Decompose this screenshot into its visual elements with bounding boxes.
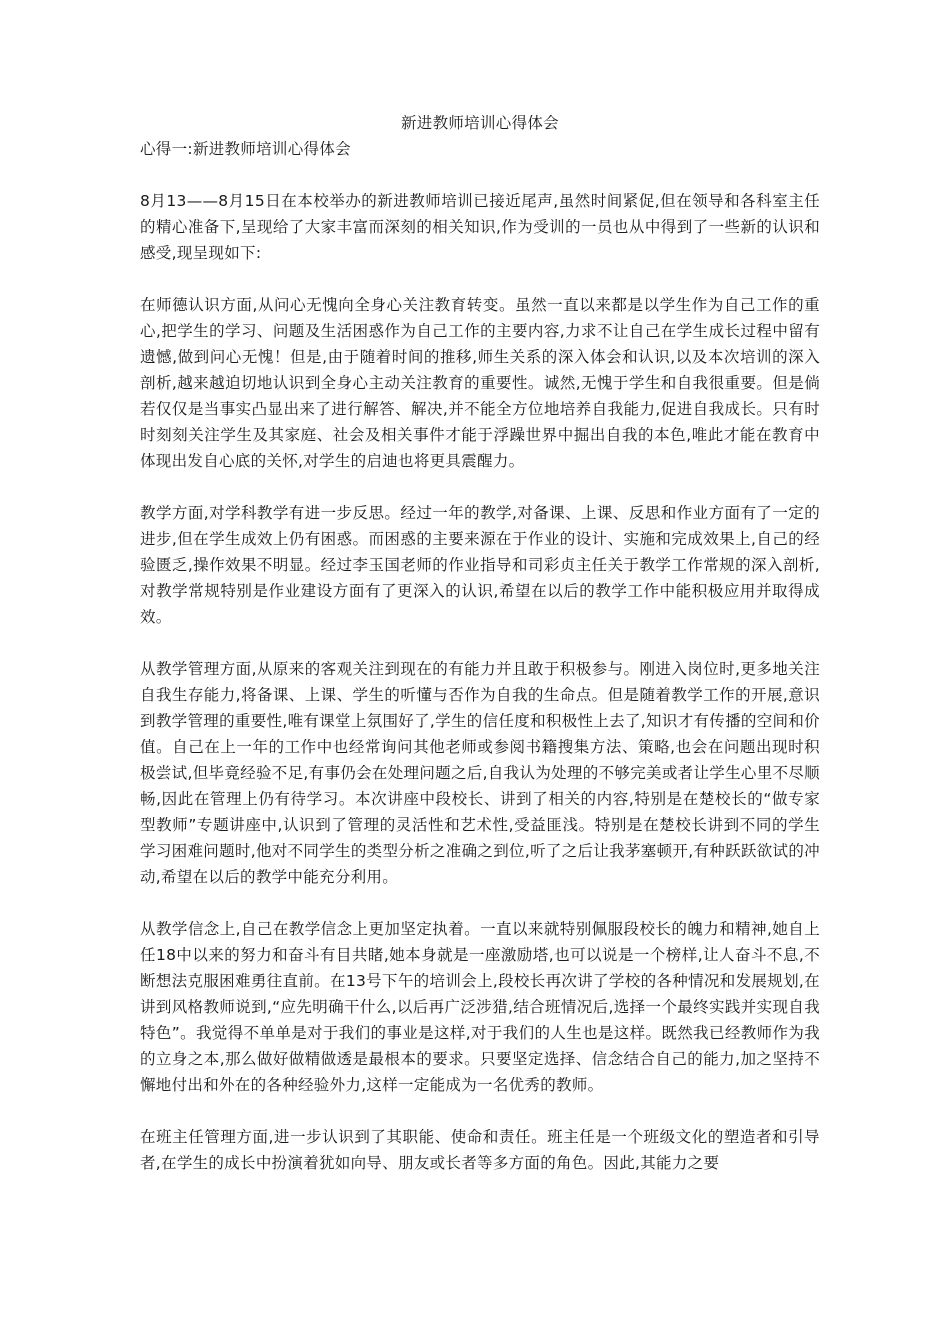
document-title: 新进教师培训心得体会 (400, 114, 559, 132)
document-page (140, 110, 820, 1202)
paragraph-management: 从教学管理方面,从原来的客观关注到现在的有能力并且敢于积极参与。刚进入岗位时,更多地关注自我生存能力,将备课、上课、学生的听懂与否作为自我的生命点。但是随着教学工作的开展,意识到教学管理的重要性,唯有课堂上氛围好了,学生的信任度和积极性上去了,知识才有传播的空间和价值。自己在上一年的工作中也经常询问其他老师或参阅书籍搜集方法、策略,也会在问题出现时积极尝试,但毕竟经验不足,有事仍会在处理问题之后,自我认为处理的不够完美或者让学生心里不尽顺畅,因此在管理上仍有待学习。本次讲座中段校长、讲到了相关的内容,特别是在楚校长的“做专家型教师”专题讲座中,认识到了管理的灵活性和艺术性,受益匪浅。特别是在楚校长讲到不同的学生学习困难问题时,他对不同学生的类型分析之准确之到位,听了之后让我茅塞顿开,有种跃跃欲试的冲动,希望在以后的教学中能充分利用。 (140, 660, 820, 886)
paragraph-belief: 从教学信念上,自己在教学信念上更加坚定执着。一直以来就特别佩服段校长的魄力和精神,她自上任18中以来的努力和奋斗有目共睹,她本身就是一座激励塔,也可以说是一个榜样,让人奋斗不息,不断想法克服困难勇往直前。在13号下午的培训会上,段校长再次讲了学校的各种情况和发展规划,在讲到风格教师说到,“应先明确干什么,以后再广泛涉猎,结合班情况后,选择一个最终实践并实现自我特色”。我觉得不单单是对于我们的事业是这样,对于我们的人生也是这样。既然我已经教师作为我的立身之本,那么做好做精做透是最根本的要求。只要坚定选择、信念结合自己的能力,加之坚持不懈地付出和外在的各种经验外力,这样一定能成为一名优秀的教师。 (140, 920, 820, 1094)
paragraph-ethics: 在师德认识方面,从问心无愧向全身心关注教育转变。虽然一直以来都是以学生作为自己工作的重心,把学生的学习、问题及生活困惑作为自己工作的主要内容,力求不让自己在学生成长过程中留有遗憾,做到问心无愧！但是,由于随着时间的推移,师生关系的深入体会和认识,以及本次培训的深入剖析,越来越迫切地认识到全身心主动关注教育的重要性。诚然,无愧于学生和自我很重要。但是倘若仅仅是当事实凸显出来了进行解答、解决,并不能全方位地培养自我能力,促进自我成长。只有时时刻刻关注学生及其家庭、社会及相关事件才能于浮躁世界中掘出自我的本色,唯此才能在教育中体现出发自心底的关怀,对学生的启迪也将更具震醒力。 (140, 296, 820, 470)
paragraph-teaching: 教学方面,对学科教学有进一步反思。经过一年的教学,对备课、上课、反思和作业方面有了一定的进步,但在学生成效上仍有困惑。而困惑的主要来源在于作业的设计、实施和完成效果上,自己的经验匮乏,操作效果不明显。经过李玉国老师的作业指导和司彩贞主任关于教学工作常规的深入剖析,对教学常规特别是作业建设方面有了更深入的认识,希望在以后的教学工作中能积极应用并取得成效。 (140, 504, 820, 626)
document-subtitle: 心得一:新进教师培训心得体会 (140, 140, 351, 158)
paragraph-intro: 8月13——8月15日在本校举办的新进教师培训已接近尾声,虽然时间紧促,但在领导和各科室主任的精心准备下,呈现给了大家丰富而深刻的相关知识,作为受训的一员也从中得到了一些新的认识和感受,现呈现如下: (140, 192, 820, 262)
paragraph-class-teacher: 在班主任管理方面,进一步认识到了其职能、使命和责任。班主任是一个班级文化的塑造者和引导者,在学生的成长中扮演着犹如向导、朋友或长者等多方面的角色。因此,其能力之要 (140, 1128, 820, 1172)
